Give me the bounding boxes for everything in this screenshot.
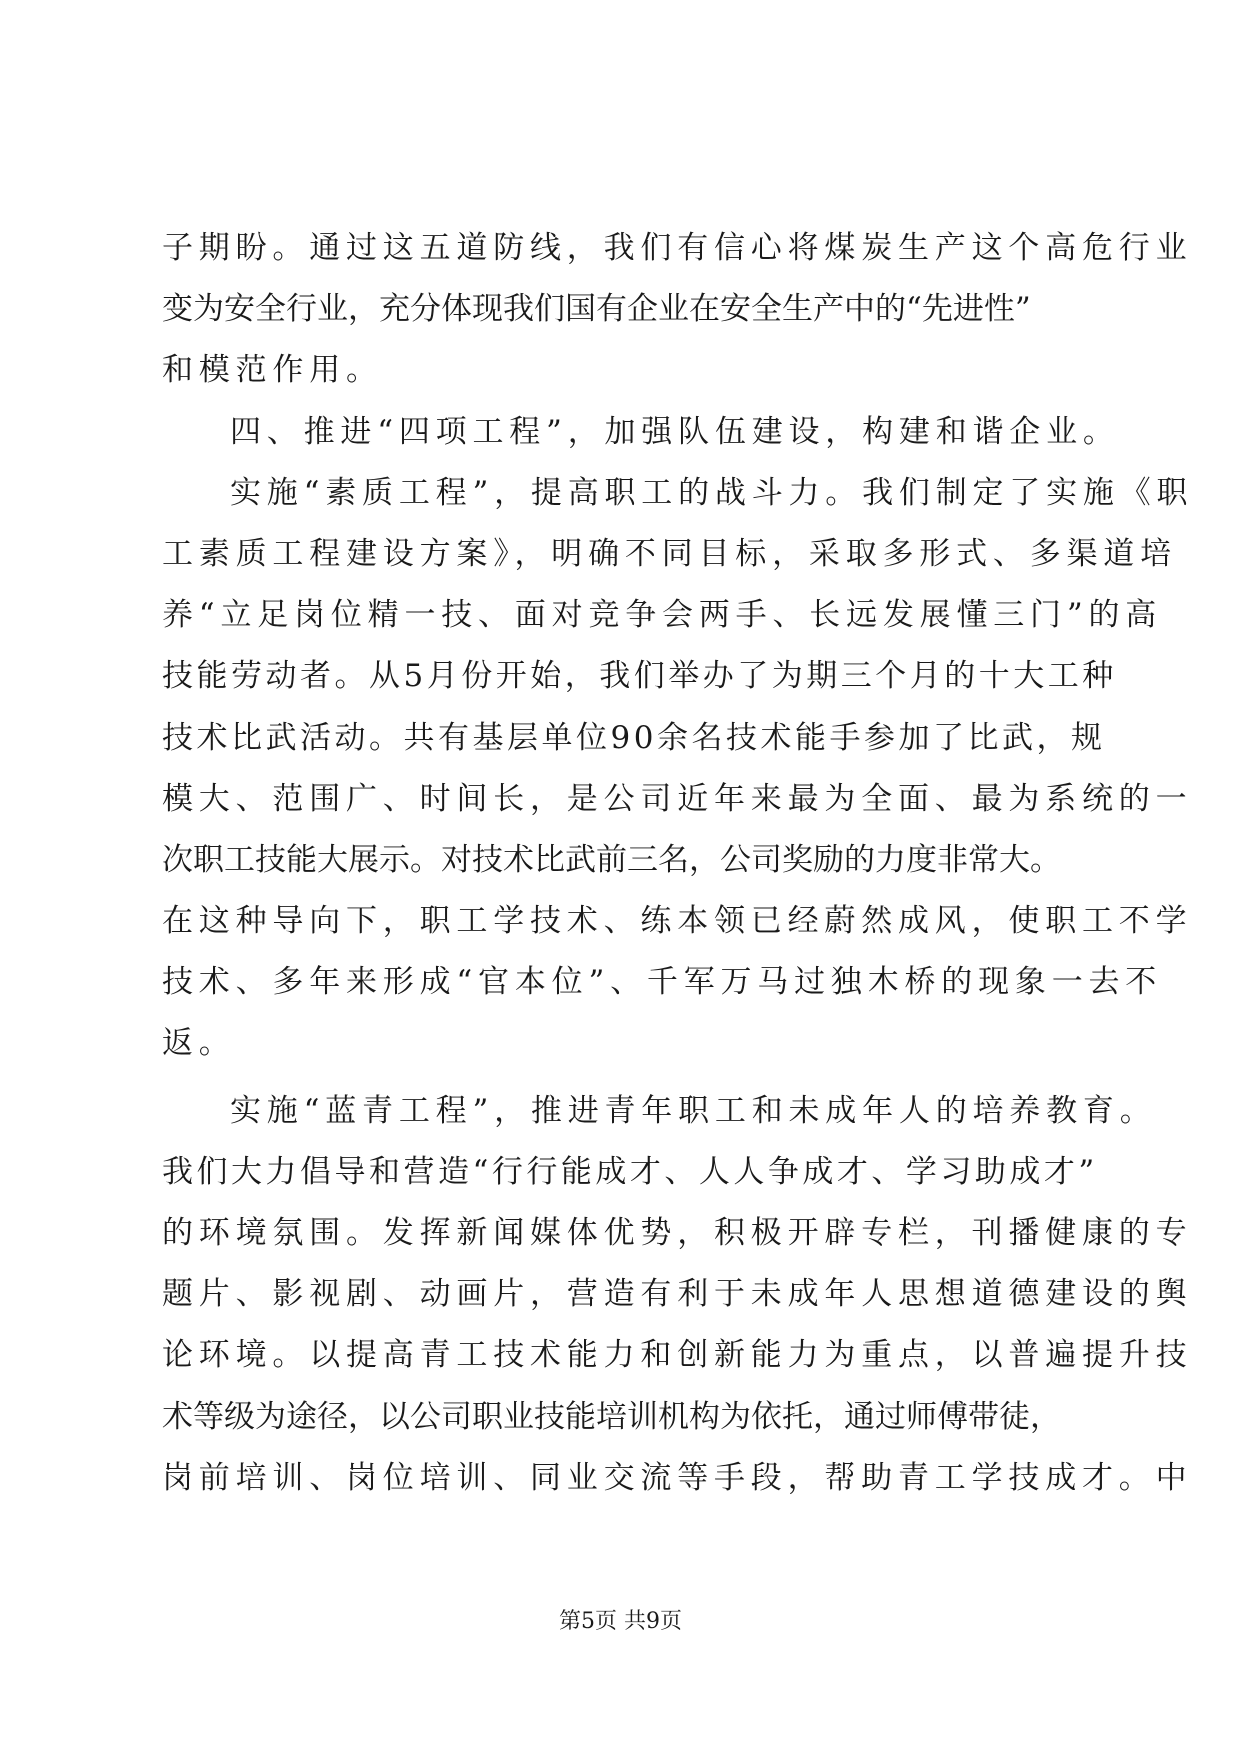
text-line: 养“立足岗位精一技、面对竞争会两手、长远发展懂三门”的高 <box>162 597 1163 634</box>
text-line: 子期盼。通过这五道防线，我们有信心将煤炭生产这个高危行业 <box>162 230 1193 266</box>
section-heading: 四、推进“四项工程”，加强队伍建设，构建和谐企业。 <box>230 413 1120 450</box>
text-line: 我们大力倡导和营造“行行能成才、人人争成才、学习助成才” <box>162 1153 1098 1190</box>
text-line: 的环境氛围。发挥新闻媒体优势，积极开辟专栏，刊播健康的专 <box>162 1215 1193 1251</box>
text-line: 技能劳动者。从5月份开始，我们举办了为期三个月的十大工种 <box>162 658 1117 695</box>
text-line: 实施“蓝青工程”，推进青年职工和未成年人的培养教育。 <box>230 1092 1157 1129</box>
document-body <box>162 228 1194 1519</box>
text-line: 工素质工程建设方案》，明确不同目标，采取多形式、多渠道培 <box>162 535 1177 572</box>
text-line: 和模范作用。 <box>162 352 383 389</box>
text-line: 技术、多年来形成“官本位”、千军万马过独木桥的现象一去不 <box>162 964 1163 1001</box>
text-line: 次职工技能大展示。对技术比武前三名，公司奖励的力度非常大。 <box>162 841 1061 878</box>
text-line: 实施“素质工程”，提高职工的战斗力。我们制定了实施《职 <box>230 474 1194 511</box>
text-line: 返。 <box>162 1025 236 1062</box>
text-line: 论环境。以提高青工技术能力和创新能力为重点，以普遍提升技 <box>162 1337 1193 1374</box>
text-line: 术等级为途径，以公司职业技能培训机构为依托，通过师傅带徒， <box>162 1398 1061 1435</box>
text-line: 题片、影视剧、动画片，营造有利于未成年人思想道德建设的舆 <box>162 1276 1193 1313</box>
text-line: 变为安全行业，充分体现我们国有企业在安全生产中的“先进性” <box>162 291 1031 328</box>
page-number-indicator: 第5页 共9页 <box>559 1609 682 1634</box>
text-line: 岗前培训、岗位培训、同业交流等手段，帮助青工学技成才。中 <box>162 1459 1193 1496</box>
text-line: 模大、范围广、时间长，是公司近年来最为全面、最为系统的一 <box>162 780 1193 817</box>
text-line: 在这种导向下，职工学技术、练本领已经蔚然成风，使职工不学 <box>162 903 1193 940</box>
page-footer <box>0 1608 1241 1636</box>
text-line: 技术比武活动。共有基层单位90余名技术能手参加了比武，规 <box>162 719 1106 756</box>
